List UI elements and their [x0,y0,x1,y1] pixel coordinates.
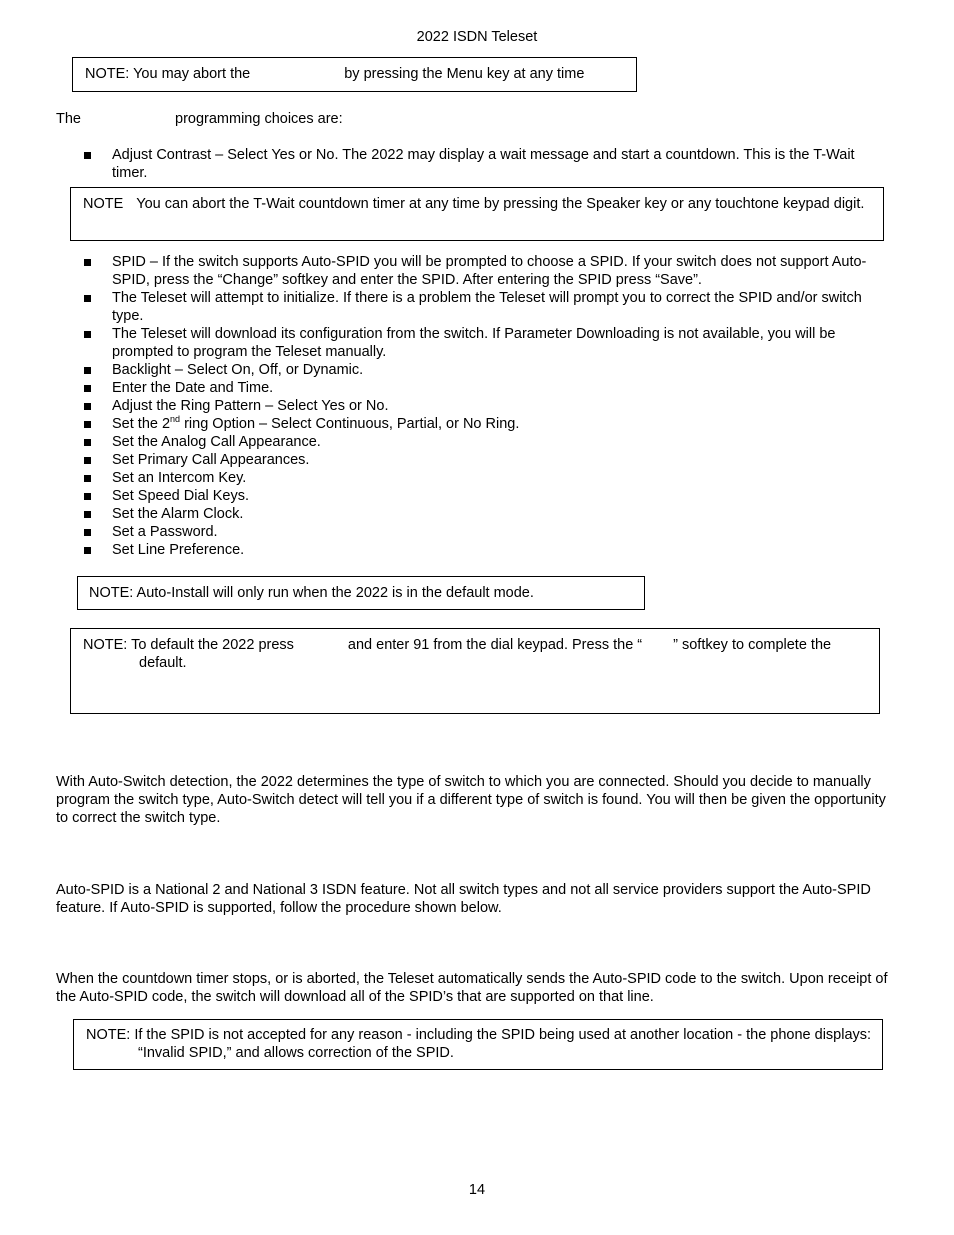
intro-line [56,110,343,128]
note-invalid-spid-box [73,1019,883,1070]
note-abort-prefix: NOTE: You may abort the [85,66,251,82]
note-default-part3: ” softkey to complete the default. [139,637,832,671]
list-item-ring-option [84,415,896,433]
note-invalid-spid-text: NOTE: If the SPID is not accepted for any reason - including the SPID being used at another location - the phone displays: “Invalid SPID,” and allows correction of the SPID. [86,1027,872,1061]
intro-prefix: The [56,111,81,127]
paragraph-autospid: Auto-SPID is a National 2 and National 3 ISDN feature. Not all switch types and not all service providers support the Auto-SPID feature. If Auto-SPID is supported, follow the procedure shown below. [56,882,871,916]
ring-option-prefix: Set the 2 [112,416,171,432]
bullet-list-top [84,146,894,182]
note-abort-box [72,57,637,92]
note-abort-suffix: by pressing the Menu key at any time [344,66,585,82]
note-twait-box [70,187,884,241]
note-default-part1: NOTE: To default the 2022 press [83,637,294,653]
note-autoinstall-box [77,576,645,610]
list-item: Enter the Date and Time. [84,379,896,397]
note-default-part2: and enter 91 from the dial keypad. Press the “ [347,637,643,653]
note-twait-label: NOTE [83,196,124,212]
list-item: Adjust the Ring Pattern – Select Yes or No. [84,397,896,415]
list-item: SPID – If the switch supports Auto-SPID you will be prompted to choose a SPID. If your switch does not support Auto-SPID, press the “Change” softkey and enter the SPID. After entering the SPID press “Save”. [84,253,896,289]
list-item: The Teleset will download its configuration from the switch. If Parameter Downloading is not available, you will be prompted to program the Teleset manually. [84,325,896,361]
list-item: Adjust Contrast – Select Yes or No. The 2022 may display a wait message and start a countdown. This is the T-Wait timer. [84,146,894,182]
intro-suffix: programming choices are: [175,111,343,127]
note-autoinstall-text: NOTE: Auto-Install will only run when the 2022 is in the default mode. [89,585,534,601]
note-default-box [70,628,880,714]
list-item: Set the Analog Call Appearance. [84,433,896,451]
paragraph-countdown: When the countdown timer stops, or is aborted, the Teleset automatically sends the Auto-SPID code to the switch. Upon receipt of the Auto-SPID code, the switch will download all of the SPID’s that are supported on that line. [56,971,888,1005]
list-item: Set a Password. [84,523,896,541]
list-item: Set Primary Call Appearances. [84,451,896,469]
page-header-title: 2022 ISDN Teleset [416,29,538,45]
list-item: Set Speed Dial Keys. [84,487,896,505]
note-twait-text: You can abort the T-Wait countdown timer at any time by pressing the Speaker key or any touchtone keypad digit. [136,196,865,212]
list-item: The Teleset will attempt to initialize. If there is a problem the Teleset will prompt you to correct the SPID and/or switch type. [84,289,896,325]
ring-option-suffix: ring Option – Select Continuous, Partial, or No Ring. [180,416,520,432]
bullet-list-main [84,253,896,559]
page-number: 14 [468,1182,486,1198]
list-item: Set the Alarm Clock. [84,505,896,523]
list-item: Set Line Preference. [84,541,896,559]
list-item: Set an Intercom Key. [84,469,896,487]
list-item: Backlight – Select On, Off, or Dynamic. [84,361,896,379]
ring-option-sup: nd [170,414,181,424]
paragraph-autoswitch: With Auto-Switch detection, the 2022 determines the type of switch to which you are connected. Should you decide to manually program the switch type, Auto-Switch detect will tell you if a different type of switch is found. You will then be given the opportunity to correct the switch type. [56,774,886,826]
